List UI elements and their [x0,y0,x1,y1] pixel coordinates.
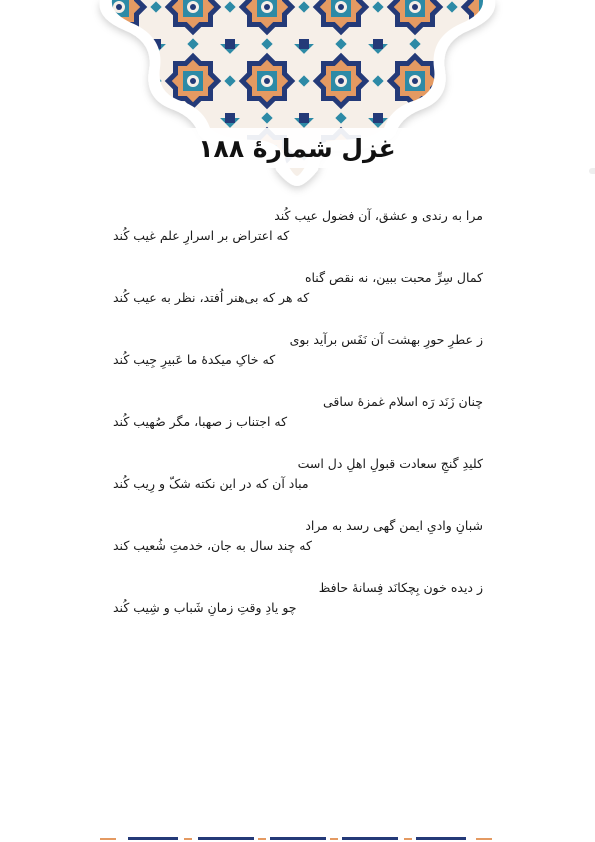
hemistich-first: مرا به رندی و عشق، آن فضول عیب کُند [274,208,483,223]
hemistich-first: کمال سِرِّ محبت ببین، نه نقص گناه [304,270,483,285]
couplet [113,206,483,268]
page-edge-decoration [589,168,595,174]
hemistich-second: مباد آن که در این نکته شکّ و رِیب کُند [113,476,309,491]
hemistich-first: ز عطرِ حورِ بهشت آن نَفَس برآید بوی [289,332,483,347]
couplet [113,578,483,640]
poem-title: غزل شمارهٔ ۱۸۸ [198,134,396,163]
couplet [113,454,483,516]
hemistich-second: که اعتراض بر اسرارِ علم غیب کُند [113,228,290,243]
geometric-tile-border-icon [0,836,595,842]
hemistich-first: ز دیده خون بِچکانَد فِسانهٔ حافظ [318,580,483,595]
hemistich-second: که چند سال به جان، خدمتِ شُعیب کند [113,538,312,553]
couplet [113,392,483,454]
hemistich-second: که اجتناب ز صهبا، مگر صُهیب کُند [113,414,288,429]
hemistich-second: که هر که بی‌هنر اُفتد، نظر به عیب کُند [113,290,310,305]
poem-body [113,206,483,640]
hemistich-second: که خاکِ میکدهٔ ما عَبیرِ جِیب کُند [113,352,276,367]
hemistich-first: چنان زَنَد رَه اسلام غمزهٔ ساقی [322,394,483,409]
geometric-tile-ornament-icon [0,0,595,200]
couplet [113,330,483,392]
couplet [113,516,483,578]
hemistich-first: کلیدِ گنجِ سعادت قبولِ اهلِ دل است [297,456,483,471]
hemistich-first: شبانِ وادیِ ایمن گهی رسد به مراد [305,518,483,533]
couplet [113,268,483,330]
hemistich-second: چو یادِ وقتِ زمانِ شَباب و شِیب کُند [113,600,297,615]
